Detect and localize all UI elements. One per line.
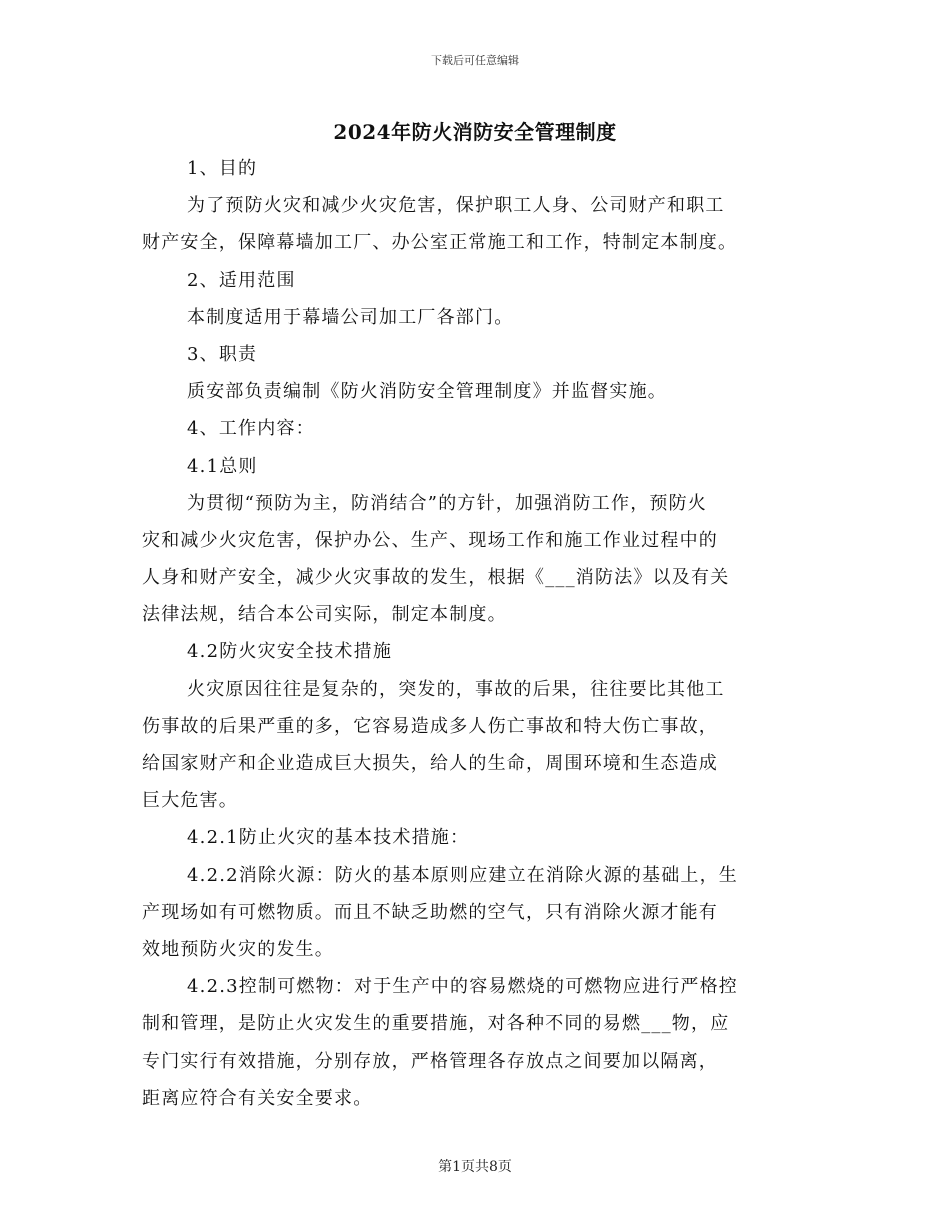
text-line: 巨大危害。 [142, 790, 238, 812]
text-line: 专门实行有效措施，分别存放，严格管理各存放点之间要加以隔离， [142, 1050, 718, 1072]
text-line: 4.2.2消除火源：防火的基本原则应建立在消除火源的基础上，生 [187, 864, 738, 886]
text-line: 伤事故的后果严重的多，它容易造成多人伤亡事故和特大伤亡事故， [142, 715, 718, 737]
text-line: 火灾原因往往是复杂的，突发的，事故的后果，往往要比其他工 [187, 678, 725, 700]
text-line: 制和管理，是防止火灾发生的重要措施，对各种不同的易燃___物，应 [142, 1013, 730, 1035]
text-line: 给国家财产和企业造成巨大损失，给人的生命，周围环境和生态造成 [142, 753, 718, 774]
text-line: 4、工作内容： [187, 418, 315, 440]
text-line: 4.2防火灾安全技术措施 [187, 641, 393, 663]
header-note: 下载后可任意编辑 [431, 54, 519, 67]
text-line: 本制度适用于幕墙公司加工厂各部门。 [187, 306, 514, 328]
text-line: 质安部负责编制《防火消防安全管理制度》并监督实施。 [187, 381, 667, 403]
text-line: 3、职责 [187, 343, 258, 365]
document-title: 2024年防火消防安全管理制度 [333, 120, 617, 144]
page-footer: 第1页共8页 [438, 1159, 512, 1175]
text-line: 4.2.3控制可燃物：对于生产中的容易燃烧的可燃物应进行严格控 [187, 976, 738, 998]
text-line: 距离应符合有关安全要求。 [142, 1087, 373, 1109]
text-line: 效地预防火灾的发生。 [142, 938, 334, 960]
text-line: 为了预防火灾和减少火灾危害，保护职工人身、公司财产和职工 [187, 195, 725, 217]
text-line: 4.2.1防止火灾的基本技术措施： [187, 827, 470, 849]
text-line: 1、目的 [187, 158, 258, 179]
text-line: 灾和减少火灾危害，保护办公、生产、现场工作和施工作业过程中的 [142, 529, 718, 551]
text-line: 为贯彻“预防为主，防消结合”的方针，加强消防工作，预防火 [187, 492, 708, 514]
text-line: 4.1总则 [187, 455, 258, 477]
document-body [142, 150, 810, 1117]
text-line: 人身和财产安全，减少火灾事故的发生，根据《___消防法》以及有关 [142, 567, 730, 589]
text-line: 法律法规，结合本公司实际，制定本制度。 [142, 604, 507, 626]
text-line: 产现场如有可燃物质。而且不缺乏助燃的空气，只有消除火源才能有 [142, 901, 718, 923]
text-line: 财产安全，保障幕墙加工厂、办公室正常施工和工作，特制定本制度。 [142, 232, 738, 254]
text-line: 2、适用范围 [187, 269, 296, 291]
